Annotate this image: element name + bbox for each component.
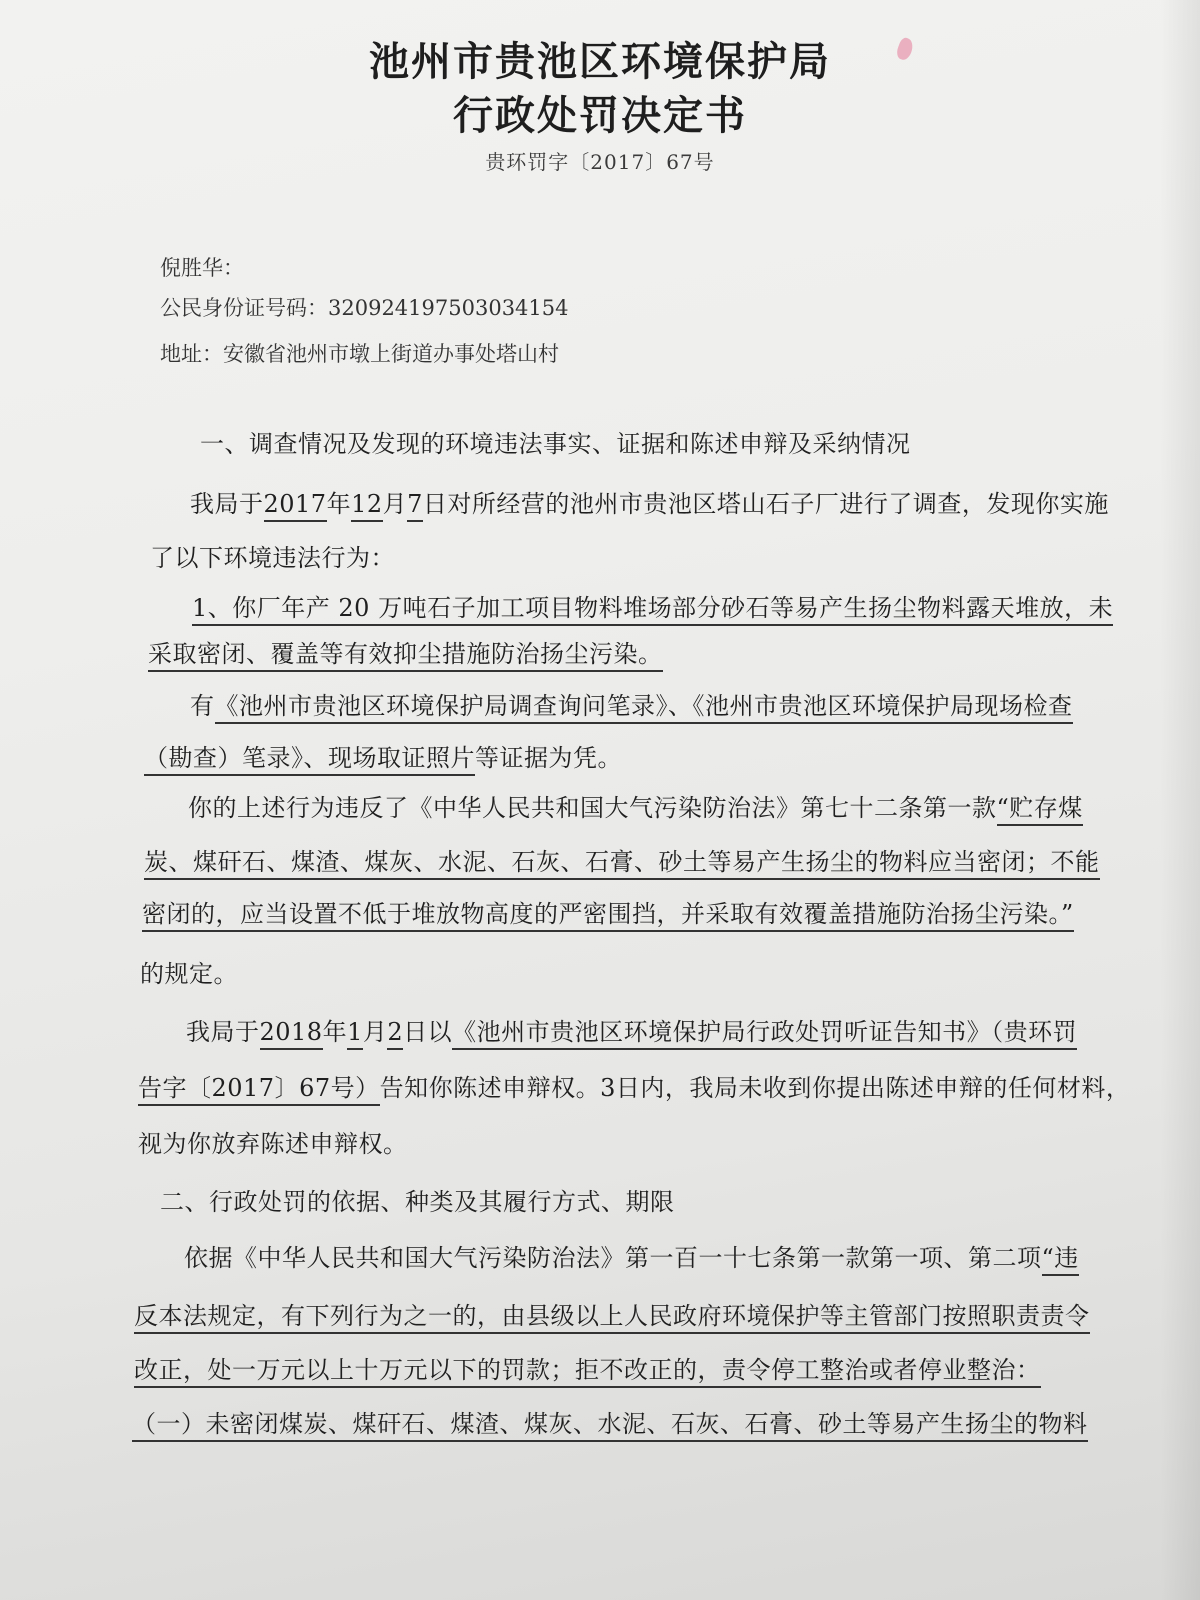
investigation-paragraph-line1 — [190, 484, 1109, 519]
investigation-paragraph-line2: 了以下环境违法行为： — [150, 544, 395, 572]
text-run: 月 — [382, 490, 408, 518]
text-run: 有 — [190, 692, 215, 720]
party-id-value: 320924197503034154 — [328, 296, 569, 320]
penalty-law-quote: 反本法规定，有下列行为之一的，由县级以上人民政府环境保护等主管部门按照职责责令 — [134, 1302, 1090, 1334]
hearing-notice-line3: 视为你放弃陈述申辩权。 — [138, 1130, 408, 1158]
evidence-documents: 《池州市贵池区环境保护局调查询问笔录》、《池州市贵池区环境保护局现场检查 — [215, 692, 1073, 724]
party-name: 倪胜华： — [160, 256, 244, 280]
law-quote: 炭、煤矸石、煤渣、煤灰、水泥、石灰、石膏、砂土等易产生扬尘的物料应当密闭；不能 — [144, 848, 1100, 880]
violation-item1-text: 1、你厂年产 20 万吨石子加工项目物料堆场部分砂石等易产生扬尘物料露天堆放，未 — [192, 594, 1113, 626]
penalty-basis-line4 — [132, 1404, 1088, 1439]
hearing-notice-line2 — [138, 1068, 1130, 1103]
text-run: 我局于 — [186, 1018, 260, 1046]
text-run: 日以 — [403, 1018, 453, 1046]
violation-item1-line1 — [192, 588, 1113, 623]
hearing-notice-line1 — [186, 1012, 1077, 1047]
penalty-basis-line1 — [184, 1238, 1079, 1273]
violation-item1-line2 — [148, 634, 663, 669]
hearing-notice-title: 《池州市贵池区环境保护局行政处罚听证告知书》（贵环罚 — [452, 1018, 1077, 1050]
text-run: 月 — [362, 1018, 388, 1046]
evidence-documents: （勘查）笔录》、现场取证照片 — [144, 744, 475, 776]
penalty-basis-line2 — [134, 1296, 1090, 1331]
text-run: 你的上述行为违反了《中华人民共和国大气污染防治法》第七十二条第一款 — [188, 794, 997, 822]
investigation-day: 7 — [407, 490, 423, 522]
penalty-law-quote: “违 — [1042, 1244, 1079, 1276]
law-citation-line3 — [142, 894, 1074, 929]
party-id-label: 公民身份证号码： — [160, 296, 328, 320]
section1-heading: 一、调查情况及发现的环境违法事实、证据和陈述申辩及采纳情况 — [200, 430, 911, 458]
law-citation-line2 — [144, 842, 1100, 877]
penalty-basis-line3 — [134, 1350, 1041, 1385]
law-quote: 密闭的，应当设置不低于堆放物高度的严密围挡，并采取有效覆盖措施防治扬尘污染。” — [142, 900, 1074, 932]
notice-day: 2 — [387, 1018, 403, 1050]
investigation-month: 12 — [351, 490, 383, 522]
text-run: 告知你陈述申辩权。3日内，我局未收到你提出陈述申辩的任何材料， — [379, 1074, 1131, 1102]
text-run: 日对所经营的池州市贵池区塔山石子厂进行了调查，发现你实施 — [422, 490, 1109, 518]
evidence-line1 — [190, 686, 1073, 721]
document-number: 贵环罚字〔2017〕67号 — [485, 150, 715, 174]
party-address-value: 安徽省池州市墩上街道办事处塔山村 — [223, 342, 559, 366]
page-shadow — [1160, 0, 1200, 1600]
document-title-line2: 行政处罚决定书 — [453, 92, 747, 139]
text-run: 我局于 — [190, 490, 264, 518]
evidence-line2 — [144, 738, 622, 773]
section2-heading: 二、行政处罚的依据、种类及其履行方式、期限 — [160, 1188, 675, 1216]
law-quote: “贮存煤 — [997, 794, 1083, 826]
party-address-row — [160, 338, 559, 368]
text-run: 年 — [322, 1018, 348, 1046]
hearing-notice-number: 告字〔2017〕67号） — [138, 1074, 380, 1106]
investigation-year: 2017 — [264, 490, 327, 522]
party-id-row — [160, 292, 569, 322]
penalty-law-quote: 改正，处一万元以上十万元以下的罚款；拒不改正的，责令停工整治或者停业整治： — [134, 1356, 1041, 1388]
document-title-line1: 池州市贵池区环境保护局 — [369, 38, 831, 85]
text-run: 等证据为凭。 — [475, 744, 622, 772]
penalty-law-quote: （一）未密闭煤炭、煤矸石、煤渣、煤灰、水泥、石灰、石膏、砂土等易产生扬尘的物料 — [132, 1410, 1088, 1442]
notice-year: 2018 — [260, 1018, 323, 1050]
violation-item1-text: 采取密闭、覆盖等有效抑尘措施防治扬尘污染。 — [148, 640, 663, 672]
text-run: 年 — [326, 490, 352, 518]
law-citation-line4: 的规定。 — [140, 960, 238, 988]
text-run: 依据《中华人民共和国大气污染防治法》第一百一十七条第一款第一项、第二项 — [184, 1244, 1042, 1272]
law-citation-line1 — [188, 788, 1083, 823]
party-address-label: 地址： — [160, 342, 223, 366]
notice-month: 1 — [347, 1018, 363, 1050]
